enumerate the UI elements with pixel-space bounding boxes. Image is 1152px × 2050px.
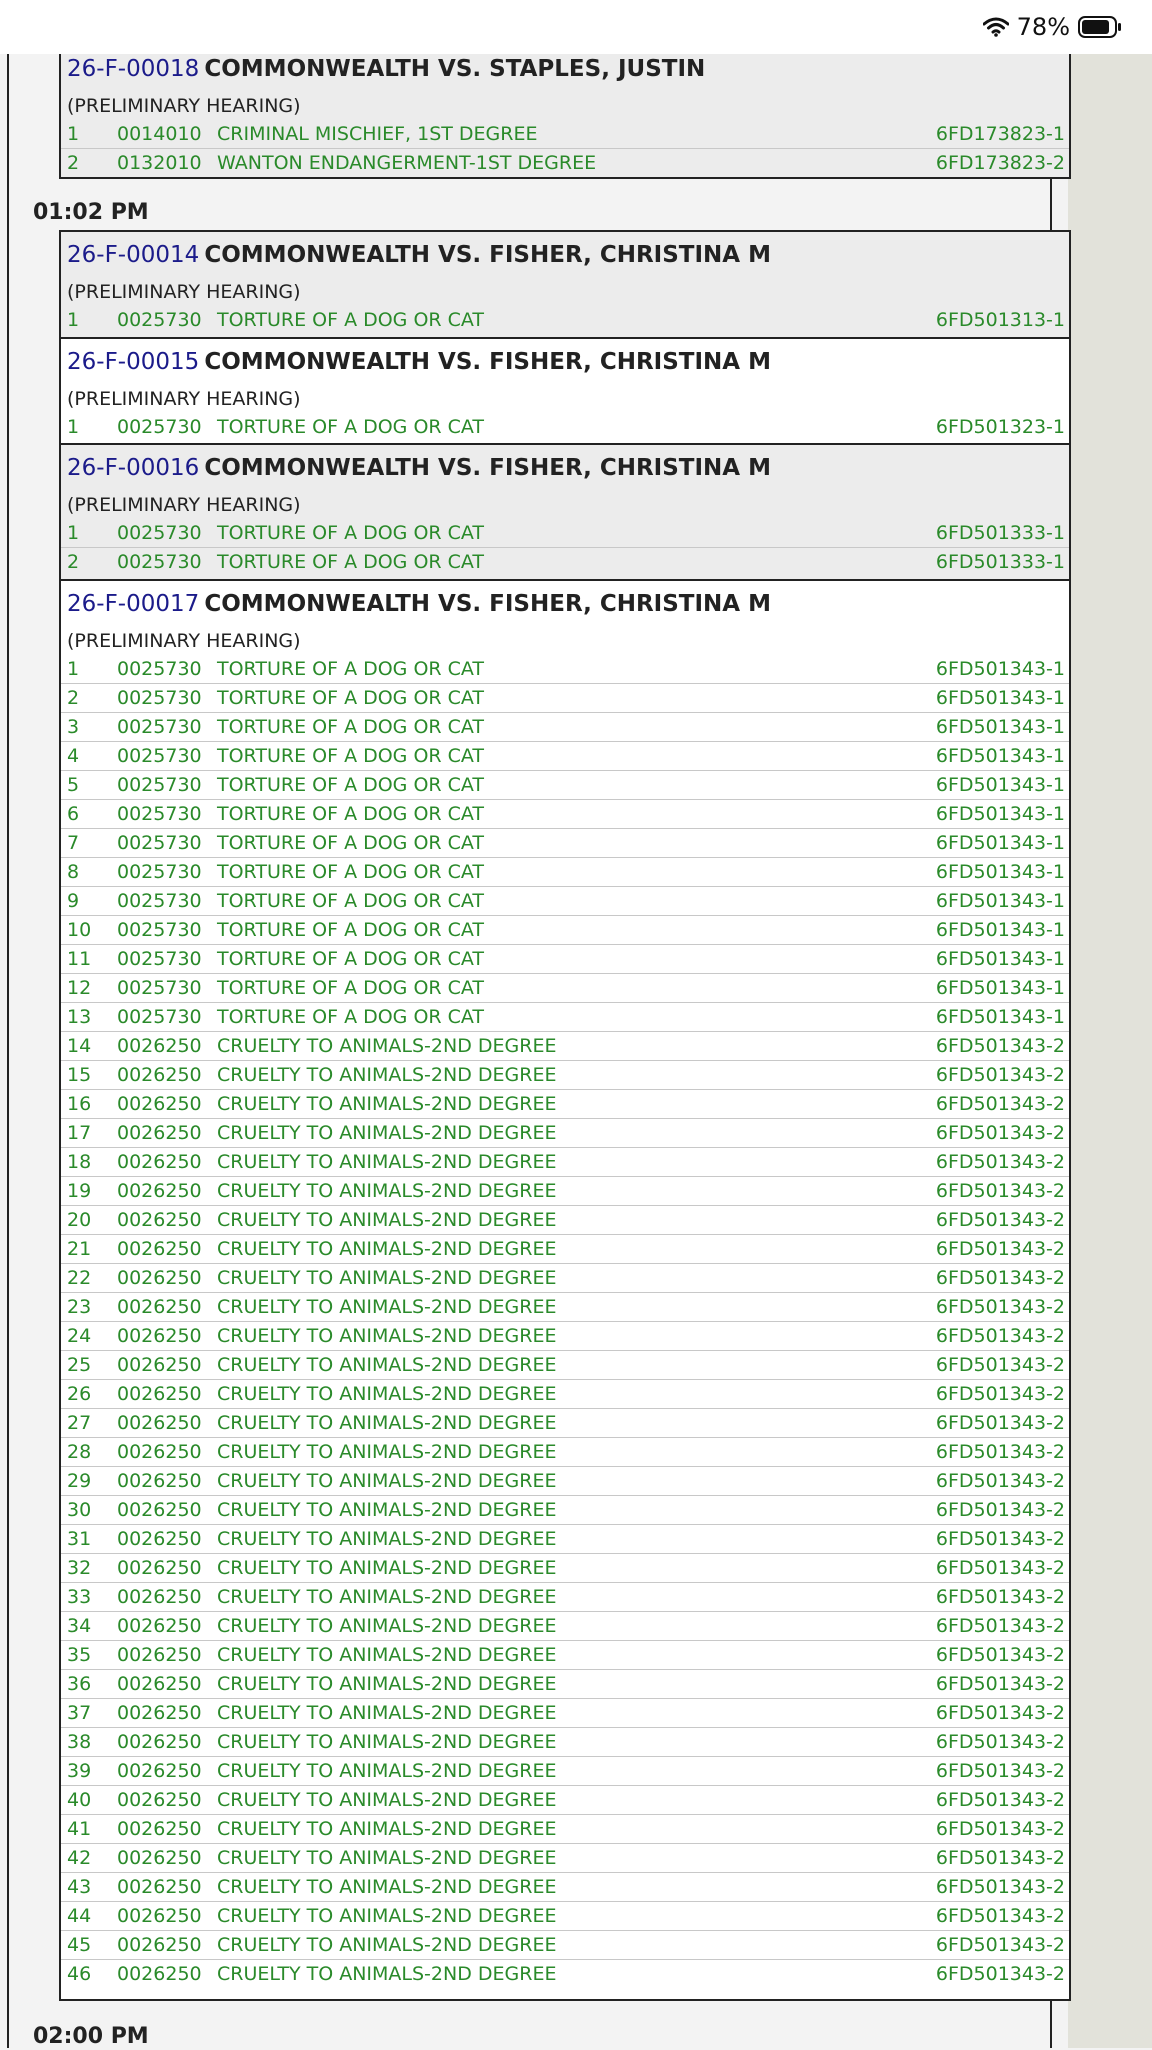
charge-number: 1 <box>67 416 80 438</box>
charge-number: 44 <box>67 1905 92 1927</box>
charge-code: 0026250 <box>117 1499 202 1521</box>
charge-row <box>61 974 1069 1003</box>
charge-code: 0014010 <box>117 123 202 145</box>
charge-reference: 6FD501343-2 <box>935 1789 1065 1811</box>
charge-code: 0026250 <box>117 1325 202 1347</box>
charge-code: 0026250 <box>117 1238 202 1260</box>
charge-description: CRUELTY TO ANIMALS-2ND DEGREE <box>217 1847 557 1869</box>
charge-row <box>61 1235 1069 1264</box>
charge-description: TORTURE OF A DOG OR CAT <box>217 1006 485 1028</box>
charge-row <box>61 1786 1069 1815</box>
charge-code: 0026250 <box>117 1035 202 1057</box>
charge-number: 22 <box>67 1267 92 1289</box>
charge-code: 0025730 <box>117 522 202 544</box>
charge-row <box>61 713 1069 742</box>
charge-code: 0026250 <box>117 1702 202 1724</box>
charge-description: TORTURE OF A DOG OR CAT <box>217 309 485 331</box>
charge-number: 38 <box>67 1731 92 1753</box>
charge-description: CRUELTY TO ANIMALS-2ND DEGREE <box>217 1238 557 1260</box>
charge-row <box>61 1699 1069 1728</box>
time-header: 01:02 PM <box>33 200 149 225</box>
charge-row <box>61 1264 1069 1293</box>
charge-row <box>61 1322 1069 1351</box>
charge-code: 0132010 <box>117 152 202 174</box>
charge-description: CRUELTY TO ANIMALS-2ND DEGREE <box>217 1615 557 1637</box>
charge-description: CRUELTY TO ANIMALS-2ND DEGREE <box>217 1209 557 1231</box>
charge-code: 0026250 <box>117 1789 202 1811</box>
charge-row <box>61 1902 1069 1931</box>
charge-description: TORTURE OF A DOG OR CAT <box>217 658 485 680</box>
charge-row <box>61 1815 1069 1844</box>
charge-row <box>61 1873 1069 1902</box>
charge-reference: 6FD501343-1 <box>935 977 1065 999</box>
charge-reference: 6FD501343-2 <box>935 1673 1065 1695</box>
charge-description: CRUELTY TO ANIMALS-2ND DEGREE <box>217 1557 557 1579</box>
charge-description: CRUELTY TO ANIMALS-2ND DEGREE <box>217 1963 557 1985</box>
charge-code: 0026250 <box>117 1876 202 1898</box>
charge-description: CRUELTY TO ANIMALS-2ND DEGREE <box>217 1644 557 1666</box>
charge-number: 14 <box>67 1035 92 1057</box>
charge-number: 45 <box>67 1934 92 1956</box>
charge-number: 33 <box>67 1586 92 1608</box>
charge-code: 0026250 <box>117 1731 202 1753</box>
charge-reference: 6FD501343-1 <box>935 919 1065 941</box>
case-title: COMMONWEALTH VS. FISHER, CHRISTINA M <box>204 455 771 481</box>
charge-code: 0025730 <box>117 658 202 680</box>
charge-description: CRUELTY TO ANIMALS-2ND DEGREE <box>217 1934 557 1956</box>
case-block <box>59 230 1071 340</box>
charge-reference: 6FD501323-1 <box>935 416 1065 438</box>
charge-number: 37 <box>67 1702 92 1724</box>
charge-code: 0026250 <box>117 1470 202 1492</box>
charge-row <box>61 945 1069 974</box>
charge-reference: 6FD501343-2 <box>935 1847 1065 1869</box>
charge-reference: 6FD501343-2 <box>935 1557 1065 1579</box>
charge-reference: 6FD501343-2 <box>935 1470 1065 1492</box>
charge-number: 27 <box>67 1412 92 1434</box>
charge-description: CRUELTY TO ANIMALS-2ND DEGREE <box>217 1441 557 1463</box>
charge-reference: 6FD501343-1 <box>935 861 1065 883</box>
charge-reference: 6FD501343-2 <box>935 1151 1065 1173</box>
charge-description: CRUELTY TO ANIMALS-2ND DEGREE <box>217 1180 557 1202</box>
charge-row <box>61 1728 1069 1757</box>
charge-description: CRUELTY TO ANIMALS-2ND DEGREE <box>217 1354 557 1376</box>
charge-reference: 6FD501343-2 <box>935 1383 1065 1405</box>
charge-code: 0026250 <box>117 1151 202 1173</box>
charge-code: 0026250 <box>117 1818 202 1840</box>
charge-reference: 6FD501343-2 <box>935 1905 1065 1927</box>
charge-description: WANTON ENDANGERMENT-1ST DEGREE <box>217 152 597 174</box>
charge-code: 0026250 <box>117 1354 202 1376</box>
charge-description: CRUELTY TO ANIMALS-2ND DEGREE <box>217 1325 557 1347</box>
charge-code: 0025730 <box>117 416 202 438</box>
charge-row <box>61 771 1069 800</box>
case-block <box>59 44 1071 179</box>
charge-reference: 6FD501343-2 <box>935 1934 1065 1956</box>
charge-description: TORTURE OF A DOG OR CAT <box>217 948 485 970</box>
charge-row <box>61 1119 1069 1148</box>
charge-row <box>61 306 1069 335</box>
charge-number: 12 <box>67 977 92 999</box>
charge-number: 26 <box>67 1383 92 1405</box>
charge-reference: 6FD501343-1 <box>935 948 1065 970</box>
charge-code: 0026250 <box>117 1528 202 1550</box>
charge-row <box>61 1003 1069 1032</box>
charge-code: 0026250 <box>117 1412 202 1434</box>
charge-code: 0026250 <box>117 1093 202 1115</box>
charge-code: 0026250 <box>117 1615 202 1637</box>
charge-code: 0026250 <box>117 1209 202 1231</box>
charge-row <box>61 829 1069 858</box>
case-number-link[interactable]: 26-F-00018 <box>67 56 200 82</box>
charge-list <box>61 413 1069 442</box>
charge-code: 0025730 <box>117 551 202 573</box>
charge-reference: 6FD501343-2 <box>935 1702 1065 1724</box>
charge-number: 41 <box>67 1818 92 1840</box>
charge-reference: 6FD501343-2 <box>935 1499 1065 1521</box>
charge-description: CRUELTY TO ANIMALS-2ND DEGREE <box>217 1876 557 1898</box>
charge-code: 0025730 <box>117 1006 202 1028</box>
charge-row <box>61 519 1069 548</box>
charge-description: CRUELTY TO ANIMALS-2ND DEGREE <box>217 1093 557 1115</box>
charge-number: 5 <box>67 774 80 796</box>
charge-reference: 6FD501333-1 <box>935 551 1065 573</box>
charge-row <box>61 1032 1069 1061</box>
charge-code: 0026250 <box>117 1905 202 1927</box>
charge-code: 0026250 <box>117 1934 202 1956</box>
case-title: COMMONWEALTH VS. STAPLES, JUSTIN <box>204 56 706 82</box>
charge-code: 0025730 <box>117 890 202 912</box>
charge-code: 0026250 <box>117 1586 202 1608</box>
charge-code: 0026250 <box>117 1963 202 1985</box>
charge-number: 23 <box>67 1296 92 1318</box>
charge-code: 0025730 <box>117 919 202 941</box>
charge-reference: 6FD173823-1 <box>935 123 1065 145</box>
charge-number: 21 <box>67 1238 92 1260</box>
charge-reference: 6FD501343-2 <box>935 1963 1065 1985</box>
charge-code: 0026250 <box>117 1122 202 1144</box>
charge-reference: 6FD501333-1 <box>935 522 1065 544</box>
charge-number: 40 <box>67 1789 92 1811</box>
charge-number: 4 <box>67 745 80 767</box>
charge-description: CRIMINAL MISCHIEF, 1ST DEGREE <box>217 123 538 145</box>
charge-reference: 6FD501343-2 <box>935 1412 1065 1434</box>
charge-description: CRUELTY TO ANIMALS-2ND DEGREE <box>217 1789 557 1811</box>
charge-reference: 6FD501343-2 <box>935 1093 1065 1115</box>
case-block <box>59 337 1071 447</box>
case-header <box>67 445 771 491</box>
charge-reference: 6FD501343-2 <box>935 1586 1065 1608</box>
charge-number: 1 <box>67 309 80 331</box>
charge-number: 1 <box>67 658 80 680</box>
charge-description: TORTURE OF A DOG OR CAT <box>217 522 485 544</box>
charge-description: CRUELTY TO ANIMALS-2ND DEGREE <box>217 1151 557 1173</box>
charge-description: TORTURE OF A DOG OR CAT <box>217 977 485 999</box>
charge-code: 0026250 <box>117 1644 202 1666</box>
charge-reference: 6FD501343-2 <box>935 1760 1065 1782</box>
charge-description: CRUELTY TO ANIMALS-2ND DEGREE <box>217 1702 557 1724</box>
charge-row <box>61 413 1069 442</box>
charge-reference: 6FD501343-1 <box>935 745 1065 767</box>
charge-code: 0025730 <box>117 716 202 738</box>
charge-description: CRUELTY TO ANIMALS-2ND DEGREE <box>217 1122 557 1144</box>
charge-code: 0026250 <box>117 1557 202 1579</box>
hearing-type: (PRELIMINARY HEARING) <box>67 630 301 652</box>
charge-code: 0026250 <box>117 1441 202 1463</box>
charge-row <box>61 1206 1069 1235</box>
charge-reference: 6FD501343-2 <box>935 1876 1065 1898</box>
battery-icon <box>1078 16 1122 38</box>
charge-reference: 6FD501343-2 <box>935 1035 1065 1057</box>
wifi-icon <box>983 17 1009 37</box>
charge-description: TORTURE OF A DOG OR CAT <box>217 416 485 438</box>
case-title: COMMONWEALTH VS. FISHER, CHRISTINA M <box>204 591 771 617</box>
outer-border-left <box>7 54 9 2048</box>
charge-number: 43 <box>67 1876 92 1898</box>
charge-number: 11 <box>67 948 92 970</box>
hearing-type: (PRELIMINARY HEARING) <box>67 388 301 410</box>
charge-description: CRUELTY TO ANIMALS-2ND DEGREE <box>217 1296 557 1318</box>
charge-reference: 6FD501343-1 <box>935 687 1065 709</box>
charge-description: CRUELTY TO ANIMALS-2ND DEGREE <box>217 1673 557 1695</box>
charge-reference: 6FD501343-2 <box>935 1731 1065 1753</box>
charge-reference: 6FD501343-2 <box>935 1267 1065 1289</box>
charge-row <box>61 1148 1069 1177</box>
charge-row <box>61 1090 1069 1119</box>
charge-row <box>61 800 1069 829</box>
charge-number: 36 <box>67 1673 92 1695</box>
charge-number: 8 <box>67 861 80 883</box>
charge-number: 1 <box>67 123 80 145</box>
charge-number: 9 <box>67 890 80 912</box>
case-number-link[interactable]: 26-F-00014 <box>67 242 200 268</box>
charge-row <box>61 858 1069 887</box>
charge-reference: 6FD501343-2 <box>935 1296 1065 1318</box>
charge-number: 10 <box>67 919 92 941</box>
charge-description: TORTURE OF A DOG OR CAT <box>217 832 485 854</box>
charge-row <box>61 1496 1069 1525</box>
charge-number: 28 <box>67 1441 92 1463</box>
charge-code: 0026250 <box>117 1267 202 1289</box>
charge-row <box>61 548 1069 577</box>
charge-code: 0026250 <box>117 1064 202 1086</box>
charge-reference: 6FD501343-2 <box>935 1238 1065 1260</box>
charge-number: 2 <box>67 551 80 573</box>
case-header <box>67 232 771 278</box>
status-indicators <box>983 10 1122 44</box>
charge-number: 39 <box>67 1760 92 1782</box>
charge-description: TORTURE OF A DOG OR CAT <box>217 774 485 796</box>
charge-number: 2 <box>67 152 80 174</box>
charge-reference: 6FD501343-1 <box>935 1006 1065 1028</box>
charge-description: CRUELTY TO ANIMALS-2ND DEGREE <box>217 1412 557 1434</box>
charge-description: CRUELTY TO ANIMALS-2ND DEGREE <box>217 1267 557 1289</box>
case-number-link[interactable]: 26-F-00016 <box>67 455 200 481</box>
charge-reference: 6FD501343-2 <box>935 1528 1065 1550</box>
case-title: COMMONWEALTH VS. FISHER, CHRISTINA M <box>204 349 771 375</box>
charge-description: CRUELTY TO ANIMALS-2ND DEGREE <box>217 1586 557 1608</box>
charge-description: TORTURE OF A DOG OR CAT <box>217 745 485 767</box>
charge-row <box>61 1467 1069 1496</box>
charge-row <box>61 1177 1069 1206</box>
charge-row <box>61 1061 1069 1090</box>
charge-code: 0026250 <box>117 1180 202 1202</box>
charge-reference: 6FD501343-1 <box>935 803 1065 825</box>
charge-number: 18 <box>67 1151 92 1173</box>
charge-reference: 6FD501343-2 <box>935 1615 1065 1637</box>
charge-row <box>61 149 1069 178</box>
charge-list <box>61 120 1069 178</box>
charge-description: TORTURE OF A DOG OR CAT <box>217 551 485 573</box>
charge-code: 0026250 <box>117 1847 202 1869</box>
charge-row <box>61 1554 1069 1583</box>
charge-description: TORTURE OF A DOG OR CAT <box>217 687 485 709</box>
charge-number: 29 <box>67 1470 92 1492</box>
charge-number: 20 <box>67 1209 92 1231</box>
charge-reference: 6FD501343-2 <box>935 1441 1065 1463</box>
charge-reference: 6FD501343-1 <box>935 774 1065 796</box>
charge-reference: 6FD501343-1 <box>935 890 1065 912</box>
charge-description: CRUELTY TO ANIMALS-2ND DEGREE <box>217 1818 557 1840</box>
case-header <box>67 581 771 627</box>
charge-code: 0025730 <box>117 861 202 883</box>
charge-reference: 6FD501343-2 <box>935 1064 1065 1086</box>
charge-row <box>61 1757 1069 1786</box>
hearing-type: (PRELIMINARY HEARING) <box>67 494 301 516</box>
charge-code: 0025730 <box>117 948 202 970</box>
charge-number: 1 <box>67 522 80 544</box>
charge-list <box>61 306 1069 335</box>
charge-number: 17 <box>67 1122 92 1144</box>
charge-reference: 6FD173823-2 <box>935 152 1065 174</box>
charge-row <box>61 120 1069 149</box>
charge-number: 19 <box>67 1180 92 1202</box>
charge-reference: 6FD501343-2 <box>935 1122 1065 1144</box>
charge-number: 31 <box>67 1528 92 1550</box>
charge-row <box>61 1931 1069 1960</box>
charge-description: CRUELTY TO ANIMALS-2ND DEGREE <box>217 1499 557 1521</box>
charge-description: CRUELTY TO ANIMALS-2ND DEGREE <box>217 1731 557 1753</box>
charge-number: 3 <box>67 716 80 738</box>
charge-row <box>61 742 1069 771</box>
charge-row <box>61 655 1069 684</box>
charge-row <box>61 916 1069 945</box>
hearing-type: (PRELIMINARY HEARING) <box>67 95 301 117</box>
charge-description: CRUELTY TO ANIMALS-2ND DEGREE <box>217 1905 557 1927</box>
charge-row <box>61 1409 1069 1438</box>
charge-row <box>61 1960 1069 1989</box>
charge-description: TORTURE OF A DOG OR CAT <box>217 890 485 912</box>
case-title: COMMONWEALTH VS. FISHER, CHRISTINA M <box>204 242 771 268</box>
hearing-type: (PRELIMINARY HEARING) <box>67 281 301 303</box>
charge-code: 0025730 <box>117 309 202 331</box>
battery-percent: 78% <box>1016 13 1070 41</box>
charge-number: 6 <box>67 803 80 825</box>
charge-row <box>61 1351 1069 1380</box>
charge-description: CRUELTY TO ANIMALS-2ND DEGREE <box>217 1528 557 1550</box>
charge-code: 0025730 <box>117 745 202 767</box>
charge-row <box>61 1844 1069 1873</box>
charge-code: 0025730 <box>117 803 202 825</box>
charge-number: 35 <box>67 1644 92 1666</box>
charge-number: 32 <box>67 1557 92 1579</box>
charge-number: 42 <box>67 1847 92 1869</box>
charge-description: CRUELTY TO ANIMALS-2ND DEGREE <box>217 1035 557 1057</box>
charge-number: 30 <box>67 1499 92 1521</box>
charge-code: 0025730 <box>117 687 202 709</box>
charge-list <box>61 519 1069 577</box>
charge-row <box>61 1438 1069 1467</box>
case-number-link[interactable]: 26-F-00017 <box>67 591 200 617</box>
charge-number: 46 <box>67 1963 92 1985</box>
charge-number: 24 <box>67 1325 92 1347</box>
charge-row <box>61 1380 1069 1409</box>
charge-description: TORTURE OF A DOG OR CAT <box>217 803 485 825</box>
charge-reference: 6FD501343-1 <box>935 658 1065 680</box>
case-block <box>59 579 1071 2001</box>
charge-reference: 6FD501343-2 <box>935 1644 1065 1666</box>
charge-row <box>61 887 1069 916</box>
charge-description: CRUELTY TO ANIMALS-2ND DEGREE <box>217 1383 557 1405</box>
charge-reference: 6FD501343-2 <box>935 1209 1065 1231</box>
charge-code: 0025730 <box>117 977 202 999</box>
charge-number: 7 <box>67 832 80 854</box>
charge-row <box>61 1525 1069 1554</box>
charge-reference: 6FD501343-2 <box>935 1354 1065 1376</box>
case-header <box>67 339 771 385</box>
charge-number: 25 <box>67 1354 92 1376</box>
charge-number: 16 <box>67 1093 92 1115</box>
charge-code: 0026250 <box>117 1296 202 1318</box>
charge-description: CRUELTY TO ANIMALS-2ND DEGREE <box>217 1760 557 1782</box>
case-number-link[interactable]: 26-F-00015 <box>67 349 200 375</box>
charge-description: TORTURE OF A DOG OR CAT <box>217 919 485 941</box>
charge-number: 2 <box>67 687 80 709</box>
charge-row <box>61 1583 1069 1612</box>
charge-number: 13 <box>67 1006 92 1028</box>
charge-description: TORTURE OF A DOG OR CAT <box>217 861 485 883</box>
charge-list <box>61 655 1069 1989</box>
charge-reference: 6FD501343-2 <box>935 1325 1065 1347</box>
charge-description: TORTURE OF A DOG OR CAT <box>217 716 485 738</box>
charge-reference: 6FD501343-2 <box>935 1180 1065 1202</box>
charge-row <box>61 1293 1069 1322</box>
charge-row <box>61 1670 1069 1699</box>
status-bar <box>0 0 1152 54</box>
charge-code: 0026250 <box>117 1383 202 1405</box>
charge-row <box>61 684 1069 713</box>
charge-row <box>61 1641 1069 1670</box>
charge-row <box>61 1612 1069 1641</box>
case-block <box>59 443 1071 581</box>
charge-reference: 6FD501343-1 <box>935 716 1065 738</box>
charge-reference: 6FD501343-1 <box>935 832 1065 854</box>
charge-code: 0026250 <box>117 1760 202 1782</box>
time-header: 02:00 PM <box>33 2024 149 2049</box>
charge-reference: 6FD501313-1 <box>935 309 1065 331</box>
charge-number: 34 <box>67 1615 92 1637</box>
charge-code: 0025730 <box>117 774 202 796</box>
charge-number: 15 <box>67 1064 92 1086</box>
charge-reference: 6FD501343-2 <box>935 1818 1065 1840</box>
charge-code: 0026250 <box>117 1673 202 1695</box>
right-panel <box>1068 54 1152 2048</box>
charge-code: 0025730 <box>117 832 202 854</box>
charge-description: CRUELTY TO ANIMALS-2ND DEGREE <box>217 1064 557 1086</box>
charge-description: CRUELTY TO ANIMALS-2ND DEGREE <box>217 1470 557 1492</box>
